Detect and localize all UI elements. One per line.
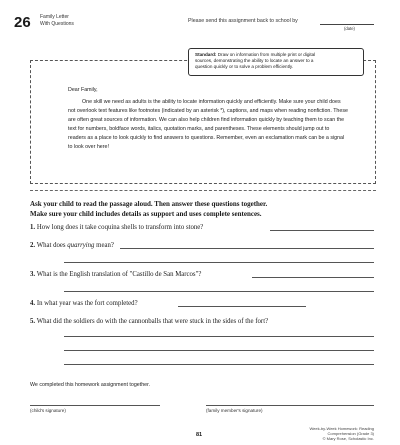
- answer-5-line-2[interactable]: [64, 350, 374, 351]
- question-2-number: 2.: [30, 242, 36, 249]
- question-4: [30, 300, 138, 307]
- lesson-title-line2: With Questions: [40, 21, 74, 27]
- child-signature-label: (child's signature): [30, 408, 66, 413]
- question-3-number: 3.: [30, 271, 36, 278]
- question-1-text: How long does it take coquina shells to transform into stone?: [36, 224, 204, 231]
- child-signature-line[interactable]: [30, 405, 160, 406]
- credit-line1: Week-by-Week Homework: Reading Comprehension (Grade 3): [309, 426, 374, 436]
- question-1-number: 1.: [30, 224, 36, 231]
- date-label: (date): [344, 26, 355, 31]
- answer-2-line-1[interactable]: [120, 248, 374, 249]
- date-blank[interactable]: [320, 24, 374, 25]
- answer-2-line-2[interactable]: [64, 262, 374, 263]
- answer-3-line-2[interactable]: [64, 291, 374, 292]
- lesson-number: 26: [14, 14, 31, 31]
- standard-text-1: Draw on information from multiple print or digital: [217, 52, 316, 57]
- instructions: [30, 200, 376, 219]
- question-2: [30, 242, 114, 249]
- letter-greeting: Dear Family,: [68, 87, 98, 93]
- completion-statement: We completed this homework assignment together.: [30, 382, 151, 388]
- question-3: [30, 271, 201, 278]
- credit-line2: © Mary Rose, Scholastic Inc.: [322, 436, 374, 441]
- question-1: [30, 224, 203, 231]
- question-2-text: What does quarrying mean?: [36, 242, 114, 249]
- question-4-text: In what year was the fort completed?: [36, 300, 138, 307]
- answer-3-line-1[interactable]: [252, 277, 374, 278]
- letter-body: One skill we need as adults is the ability to locate information quickly and efficiently. Make sure your child does not overlook text features like footnotes (indicated by an asterisk *), captions, and maps when reading nonfiction. These are often great sources of information. We can also help children find information quickly by teaching them to scan the text for numbers, boldface words, italics, quotation marks, and parentheses. These elements should jump out to readers as a place to look quickly to find answers to questions. Remember, even an exclamation mark can be a signal to look over here!: [68, 99, 348, 150]
- standard-text-3: question quickly or to solve a problem efficiently.: [195, 64, 294, 70]
- credit: [292, 426, 374, 441]
- answer-4-line-1[interactable]: [178, 306, 306, 307]
- standard-text-2: sources, demonstrating the ability to locate an answer to a: [195, 58, 314, 64]
- family-signature-line[interactable]: [206, 405, 374, 406]
- standard-label: Standard:: [195, 52, 217, 57]
- question-4-number: 4.: [30, 300, 36, 307]
- return-instruction: Please send this assignment back to school by: [188, 18, 298, 24]
- answer-5-line-3[interactable]: [64, 364, 374, 365]
- question-5-number: 5.: [30, 318, 36, 325]
- instructions-line2: Make sure your child includes details as support and uses complete sentences.: [30, 209, 262, 218]
- instructions-line1: Ask your child to read the passage aloud. Then answer these questions together.: [30, 200, 268, 208]
- question-3-text: What is the English translation of "Castillo de San Marcos"?: [36, 271, 202, 278]
- answer-5-line-1[interactable]: [64, 336, 374, 337]
- family-signature-label: (family member's signature): [206, 408, 263, 413]
- standard-box: [188, 48, 364, 76]
- family-letter: [68, 86, 348, 152]
- lesson-title-line1: Family Letter: [40, 14, 69, 20]
- question-5: [30, 318, 268, 325]
- question-5-text: What did the soldiers do with the cannonballs that were stuck in the sides of the fort?: [36, 318, 269, 325]
- section-divider: [30, 190, 376, 191]
- answer-1-line-1[interactable]: [270, 230, 374, 231]
- page-number: 81: [196, 432, 203, 438]
